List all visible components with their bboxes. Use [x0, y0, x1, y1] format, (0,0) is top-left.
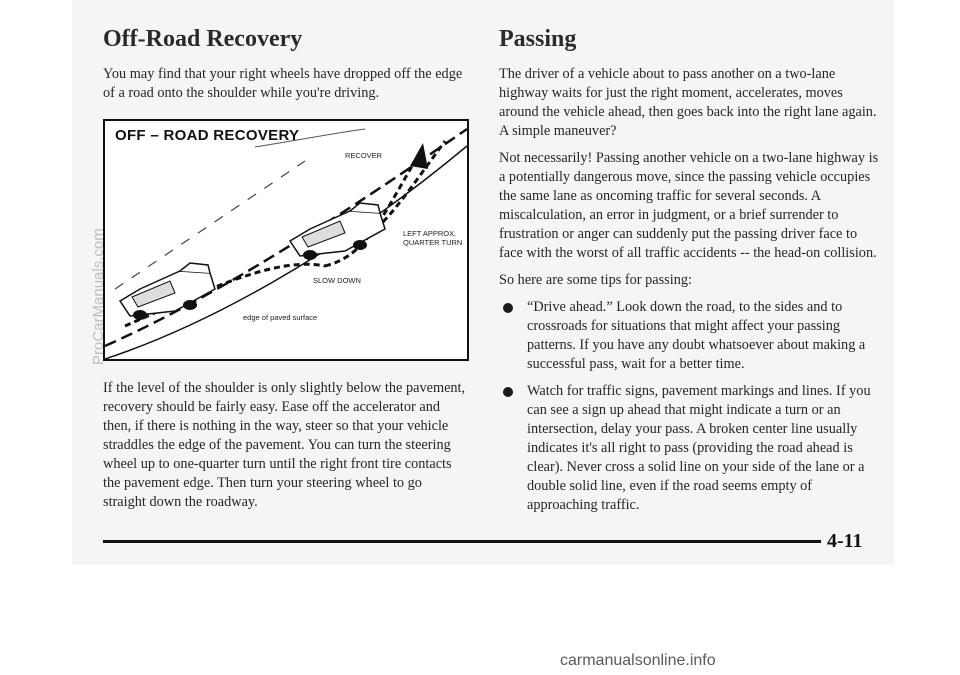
off-road-intro: You may find that your right wheels have dropped off the edge of a road onto the shoulder while you're driving.	[103, 66, 463, 101]
off-road-recovery-figure	[103, 119, 469, 361]
list-item	[499, 382, 884, 515]
page-number: 4-11	[827, 530, 863, 552]
passing-p2: Not necessarily! Passing another vehicle on a two-lane highway is a potentially dangerous move, since the passing vehicle occupies the same lane as oncoming traffic for several seconds. A miscalculation, an error in judgment, or a brief surrender to frustration or anger can suddenly put the passing driver face to face with the worst of all traffic accidents -- the head-on collision.	[499, 150, 879, 261]
pickup-truck-rear	[120, 263, 215, 320]
left-column	[103, 26, 468, 520]
side-watermark: ProCarManuals.com	[90, 228, 107, 365]
passing-p1: The driver of a vehicle about to pass another on a two-lane highway waits for just the right moment, accelerates, moves around the vehicle ahead, then goes back into the right lane again. A simple maneuver?	[499, 66, 877, 139]
off-road-recovery-heading: Off-Road Recovery	[103, 26, 303, 52]
passing-heading: Passing	[499, 26, 577, 52]
bottom-watermark: carmanualsonline.info	[560, 652, 716, 669]
shoulder-edge-line	[105, 146, 467, 359]
passing-p3: So here are some tips for passing:	[499, 272, 692, 288]
label-recover: RECOVER	[345, 151, 383, 160]
bullet-icon	[503, 387, 513, 397]
pickup-truck-front	[290, 203, 385, 260]
right-column	[499, 26, 884, 523]
list-item	[499, 298, 884, 374]
label-left-turn-1: LEFT APPROX.	[403, 229, 457, 238]
label-left-turn-2: QUARTER TURN	[403, 238, 463, 247]
bullet-text: “Drive ahead.” Look down the road, to the sides and to crossroads for situations that might affect your passing patterns. If you have any doubt whatsoever about making a successful pass, wait for a better time.	[527, 299, 866, 372]
bullet-text: Watch for traffic signs, pavement markings and lines. If you can see a sign up ahead that might indicate a turn or an intersection, delay your pass. A broken center line usually indicates it's all right to pass (providing the road ahead is clear). Never cross a solid line on your side of the lane or a double solid line, even if the road seems empty of approaching traffic.	[527, 383, 871, 513]
label-edge: edge of paved surface	[243, 313, 318, 322]
bullet-icon	[503, 303, 513, 313]
center-line	[115, 161, 305, 289]
figure-title: OFF – ROAD RECOVERY	[115, 127, 300, 144]
recover-arrow-head	[410, 143, 428, 169]
footer-rule	[103, 540, 821, 543]
off-road-body: If the level of the shoulder is only slightly below the pavement, recovery should be fairly easy. Ease off the accelerator and then, if there is nothing in the way, steer so that your vehicle straddles the edge of the pavement. You can turn the steering wheel up to one-quarter turn until the right front tire contacts the pavement edge. Then turn your steering wheel to go straight down the roadway.	[103, 380, 466, 510]
label-slow-down: SLOW DOWN	[313, 276, 361, 285]
